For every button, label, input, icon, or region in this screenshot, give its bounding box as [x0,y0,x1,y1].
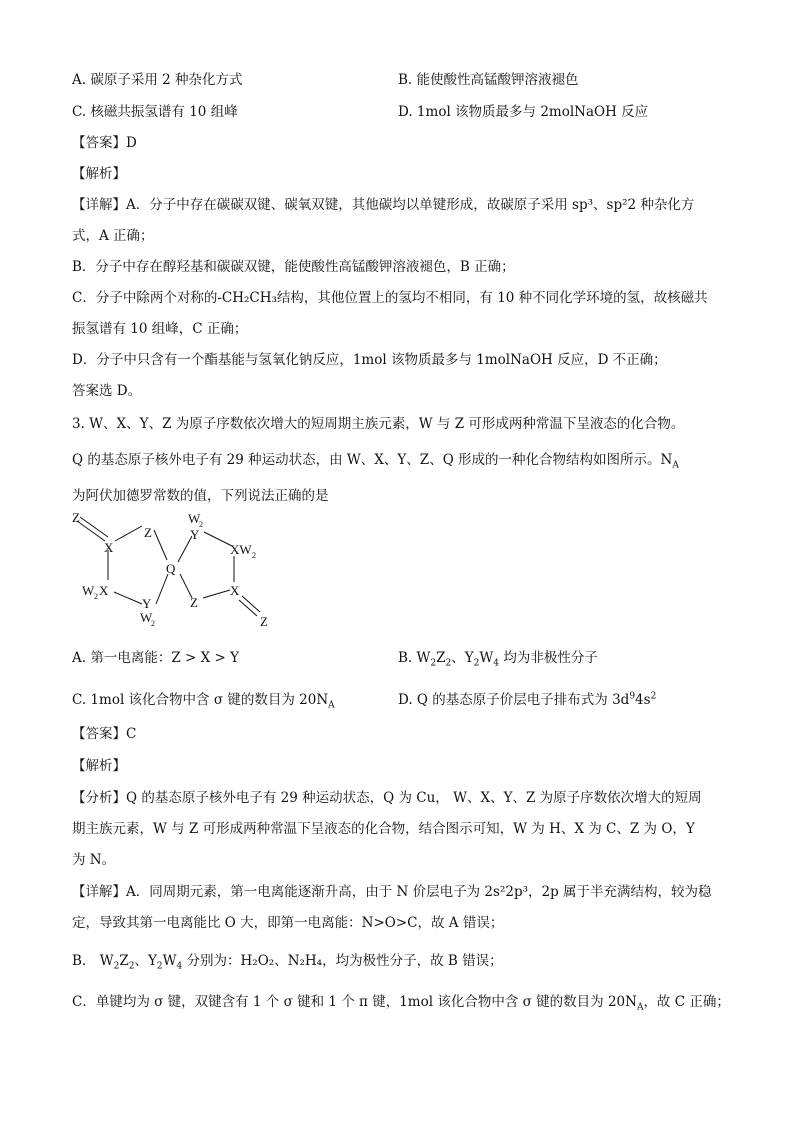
atom-z-left: Z [144,525,152,540]
q2-detail-line-6: D．分子中只含有一个酯基能与氢氧化钠反应，1mol 该物质最多与 1molNaOH 反应，D 不正确； [72,352,667,368]
answer-value: D [126,135,137,151]
option-b-text-2: Z [436,650,446,666]
detail-b-text-2: Z [119,953,129,969]
detail-text: A．分子中存在碳碳双键、碳氧双键，其他碳均以单键形成，故碳原子采用 sp³、sp²2 种杂化方 [126,197,695,213]
q3-option-d [398,688,656,708]
atom-q: Q [166,561,176,576]
q2-option-d: D. 1mol 该物质最多与 2molNaOH 反应 [398,104,649,120]
q3-detail-line-c [72,990,730,1013]
q3-fenxi-line-3: 为 N。 [72,852,116,868]
bond-z-q [154,530,167,560]
q2-detail-line-2: 式，A 正确； [72,228,154,244]
bond-z-x-double-1 [77,521,105,541]
atom-z-top-left: Z [72,510,80,525]
atom-w2x: W [82,583,95,598]
q2-detail-line-1 [72,193,694,213]
q3-detail-line-1 [72,880,712,900]
bond-x-z-double-2 [239,600,257,616]
bond-x-y [114,592,142,604]
q2-option-b: B. 能使酸性高锰酸钾溶液褪色 [398,72,579,88]
detail-b-text-5: 分别为：H₂O₂、N₂H₄，均为极性分子，故 B 错误； [182,953,503,969]
detail-b-text-4: W [162,953,177,969]
q2-final-answer: 答案选 D。 [72,383,142,399]
sub: 2 [430,658,437,669]
q3-stem-line-2 [72,448,679,471]
q3-option-a: A. 第一电离能：Z > X > Y [72,650,240,666]
sub: 2 [113,961,120,972]
option-b-text-3: 、Y [451,650,474,666]
detail-b-text-1: B． W [72,953,114,969]
atom-w2-bottom: W [140,610,153,625]
q2-option-a: A. 碳原子采用 2 种杂化方式 [72,72,243,88]
q3-stem-line-1: 3. W、X、Y、Z 为原子序数依次增大的短周期主族元素，W 与 Z 可形成两种常温下呈液态的化合物。 [72,416,685,432]
detail-tag: 【详解】 [72,884,126,900]
bond-z-x-double-2 [80,517,108,537]
bond-z-x-right [203,590,230,598]
fenxi-tag: 【分析】 [72,790,126,806]
option-b-text-5: 均为非极性分子 [499,650,598,666]
q3-answer [72,722,136,742]
detail-c-text: C．单键均为 σ 键，双键含有 1 个 σ 键和 1 个 π 键，1mol 该化合物中含 σ 键的数目为 20N [72,994,637,1010]
q3-detail-line-2: 定，导致其第一电离能比 O 大，即第一电离能：N>O>C，故 A 错误； [72,915,504,931]
fenxi-text: Q 的基态原子核外电子有 29 种运动状态，Q 为 Cu， W、X、Y、Z 为原子序数依次增大的短周 [126,790,702,806]
q3-fenxi-line-2: 期主族元素，W 与 Z 可形成两种常温下呈液态的化合物，结合图示可知，W 为 H、X 为 C、Z 为 O，Y [72,821,695,837]
atom-z-bottom: Z [190,595,198,610]
sub: 2 [128,961,135,972]
atom-y-top: Y [190,527,200,542]
q3-fenxi-line-1 [72,786,702,806]
na-subscript: A [672,460,679,471]
atom-z-bottom-right: Z [260,614,268,629]
option-c-sub: A [328,700,335,711]
compound-structure-diagram [72,510,292,632]
q3-option-c [72,688,335,711]
q2-detail-line-4: C．分子中除两个对称的-CH₂CH₃结构，其他位置上的氢均不相同，有 10 种不同化学环境的氢，故核磁共 [72,290,708,306]
q3-detail-line-b [72,949,503,972]
detail-c-sub: A [636,1002,644,1013]
q3-option-b [398,646,598,669]
atom-x-left-bottom: X [99,583,109,598]
sub-2-xw2: 2 [252,551,256,560]
sub-2-bottom: 2 [151,619,155,628]
option-d-text: D. Q 的基态原子价层电子排布式为 3d [398,692,630,708]
q2-answer [72,131,137,151]
detail-c-text-2: ，故 C 正确； [643,994,730,1010]
bond-x-z [115,526,142,541]
option-b-text-1: B. W [398,650,431,666]
bond-y-x [204,532,232,546]
detail-b-text-3: 、Y [134,953,157,969]
q2-analysis-tag: 【解析】 [72,166,126,182]
option-c-text: C. 1mol 该化合物中含 σ 键的数目为 20N [72,692,329,708]
q3-analysis-tag: 【解析】 [72,758,126,774]
q2-detail-line-5: 振氢谱有 10 组峰，C 正确； [72,321,248,337]
option-d-text-2: 4s [635,692,651,708]
q3-stem-text: Q 的基态原子核外电子有 29 种运动状态，由 W、X、Y、Z、Q 形成的一种化合物结构如图所示。N [72,452,673,468]
sub: 2 [445,658,452,669]
answer-value: C [126,726,137,742]
q2-detail-line-3: B．分子中存在醇羟基和碳碳双键，能使酸性高锰酸钾溶液褪色，B 正确； [72,259,515,275]
q2-option-c: C. 核磁共振氢谱有 10 组峰 [72,104,238,120]
option-d-sup-1: 9 [629,691,636,702]
bond-x-z-double-1 [242,596,260,612]
sub-2-top: 2 [199,520,203,529]
sub: 4 [493,658,500,669]
atom-w2-top: W [188,511,201,526]
atom-y-bottom: Y [142,596,152,611]
sub: 2 [473,658,480,669]
atom-x-right-bottom: X [230,583,240,598]
answer-tag: 【答案】 [72,726,126,742]
q3-stem-line-3: 为阿伏加德罗常数的值，下列说法正确的是 [72,488,329,504]
detail-tag: 【详解】 [72,197,126,213]
sub: 4 [176,961,183,972]
answer-tag: 【答案】 [72,135,126,151]
sub-2-w2x: 2 [94,592,98,601]
option-b-text-4: W [479,650,494,666]
atom-xw2: XW [230,542,252,557]
atom-x-left-top: X [104,540,114,555]
detail-text: A．同周期元素，第一电离能逐渐升高，由于 N 价层电子为 2s²2p³，2p 属于半充满结构，较为稳 [126,884,712,900]
option-d-sup-2: 2 [650,691,657,702]
sub: 2 [156,961,163,972]
bond-y-q [156,574,168,604]
